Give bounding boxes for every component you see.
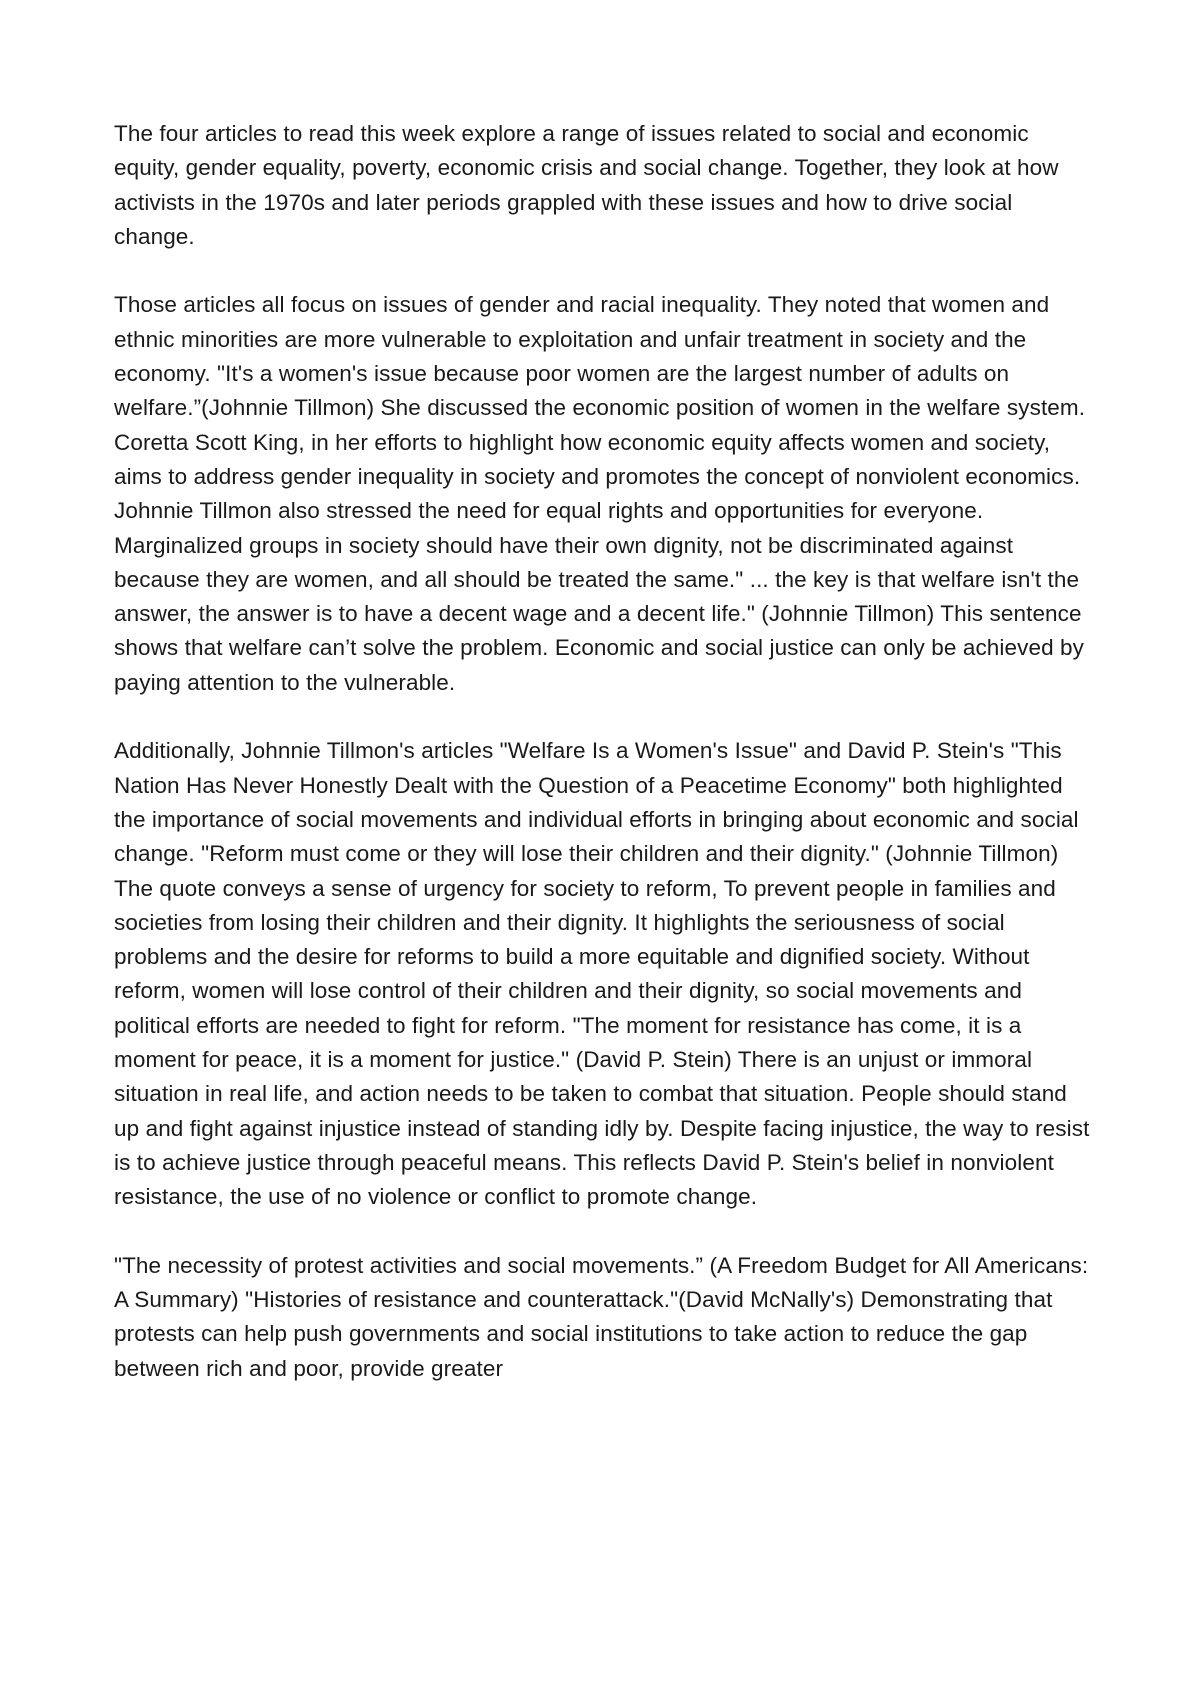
paragraph-inequality: Those articles all focus on issues of gender and racial inequality. They noted that women and ethnic minorities are more vulnerable to exploitation and unfair treatment in society and the economy. "It's a women's issue because poor women are the largest number of adults on welfare.”(Johnnie Tillmon) She discussed the economic position of women in the welfare system. Coretta Scott King, in her efforts to highlight how economic equity affects women and society, aims to address gender inequality in society and promotes the concept of nonviolent economics. Johnnie Tillmon also stressed the need for equal rights and opportunities for everyone. Marginalized groups in society should have their own dignity, not be discriminated against because they are women, and all should be treated the same." ... the key is that welfare isn't the answer, the answer is to have a decent wage and a decent life." (Johnnie Tillmon) This sentence shows that welfare can’t solve the problem. Economic and social justice can only be achieved by paying attention to the vulnerable. [114, 292, 1086, 695]
paragraph-protest: "The necessity of protest activities and social movements.” (A Freedom Budget for All Americans: A Summary) "Histories of resistance and counterattack."(David McNally's) Demonstrating that protests can help push governments and social institutions to take action to reduce the gap between rich and poor, provide greater [114, 1252, 1089, 1381]
paragraph-social-movements: Additionally, Johnnie Tillmon's articles "Welfare Is a Women's Issue" and David P. Stein's "This Nation Has Never Honestly Dealt with the Question of a Peacetime Economy" both highlighted the importance of social movements and individual efforts in bringing about economic and social change. "Reform must come or they will lose their children and their dignity." (Johnnie Tillmon) The quote conveys a sense of urgency for society to reform, To prevent people in families and societies from losing their children and their dignity. It highlights the seriousness of social problems and the desire for reforms to build a more equitable and dignified society. Without reform, women will lose control of their children and their dignity, so social movements and political efforts are needed to fight for reform. "The moment for resistance has come, it is a moment for peace, it is a moment for justice." (David P. Stein) There is an unjust or immoral situation in real life, and action needs to be taken to combat that situation. People should stand up and fight against injustice instead of standing idly by. Despite facing injustice, the way to resist is to achieve justice through peaceful means. This reflects David P. Stein's belief in nonviolent resistance, the use of no violence or conflict to promote change. [114, 738, 1090, 1210]
paragraph-intro: The four articles to read this week explore a range of issues related to social and economic equity, gender equality, poverty, economic crisis and social change. Together, they look at how activists in the 1970s and later periods grappled with these issues and how to drive social change. [114, 121, 1059, 249]
document-body [114, 117, 1094, 1420]
